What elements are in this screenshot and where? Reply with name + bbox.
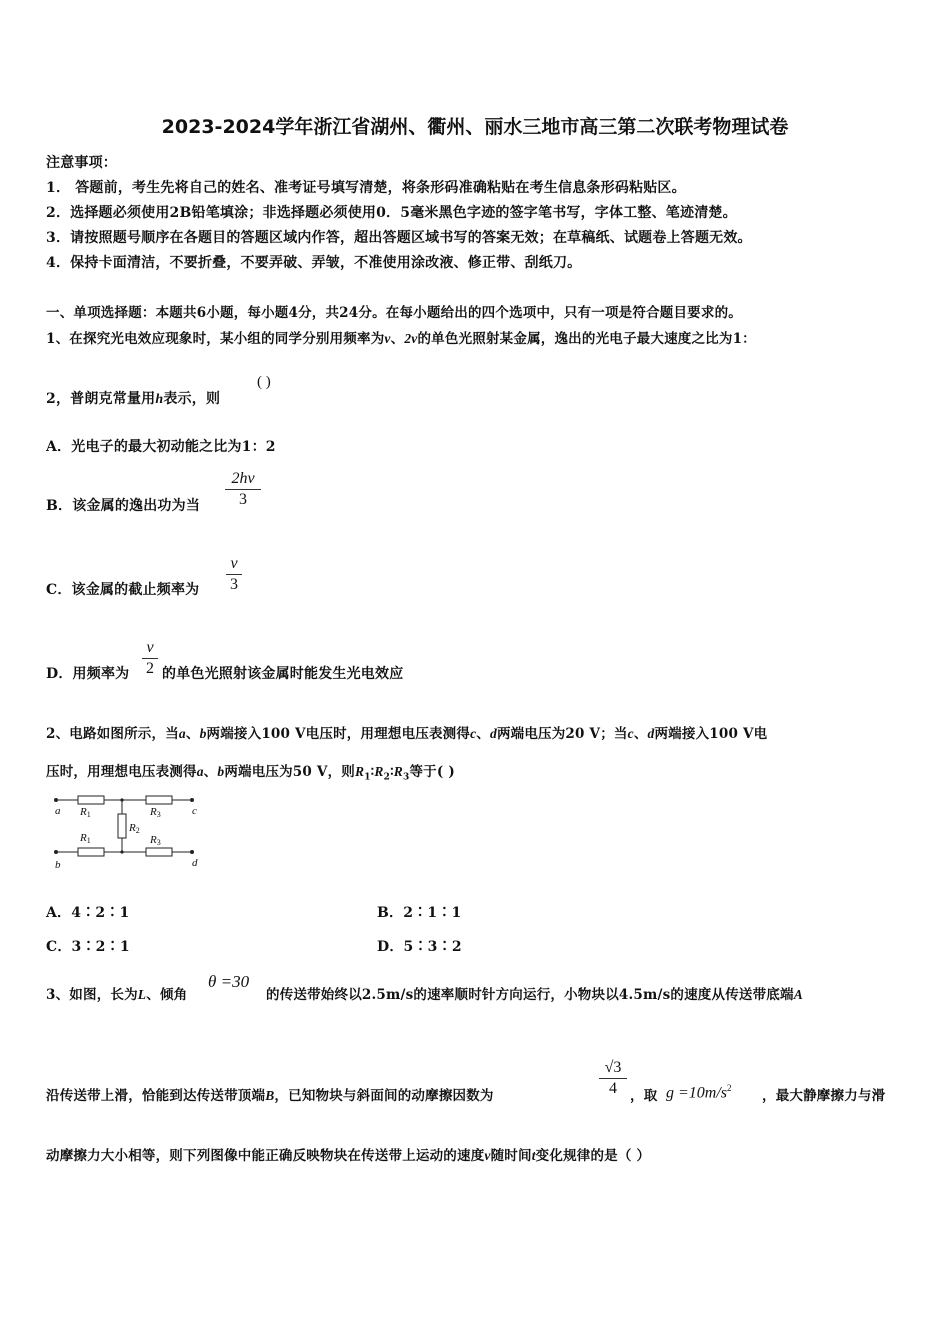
notice-item-1: 1． 答题前，考生先将自己的姓名、准考证号填写清楚，将条形码准确粘贴在考生信息条形码粘贴区。: [46, 180, 686, 196]
q1-option-c-fraction: ν 3: [226, 554, 242, 595]
terminal-c-label: c: [192, 805, 197, 817]
notice-item-3: 3．请按照题号顺序在各题目的答题区域内作答，超出答题区域书写的答案无效；在草稿纸、试题卷上答题无效。: [46, 230, 752, 246]
q3-line3: 动摩擦力大小相等，则下列图像中能正确反映物块在传送带上运动的速度v随时间t变化规律的是（ ）: [46, 1148, 651, 1164]
q1-option-a: A．光电子的最大初动能之比为1：2: [46, 439, 276, 455]
q1-line1: 1、在探究光电效应现象时，某小组的同学分别用频率为ν、2ν的单色光照射某金属，逸出的光电子最大速度之比为1：: [46, 331, 756, 347]
q1-option-b-fraction: 2hν 3: [225, 469, 261, 510]
terminal-d-label: d: [192, 857, 198, 869]
q1-option-b: B．该金属的逸出功为当: [46, 498, 201, 514]
q3-friction-fraction: √3 4: [599, 1058, 627, 1099]
q3-angle: θ =30: [208, 972, 250, 991]
q1-option-c: C．该金属的截止频率为: [46, 582, 200, 598]
resistor-r3-bottom-label: R3: [150, 834, 161, 847]
q3-line1-end: 的传送带始终以2.5m/s的速率顺时针方向运行，小物块以4.5m/s的速度从传送带底端A: [266, 987, 803, 1003]
q2-option-c: C．3∶2∶1: [46, 939, 130, 955]
q3-line1-start: 3、如图，长为L、倾角: [46, 987, 188, 1003]
notice-item-4: 4．保持卡面清洁，不要折叠，不要弄破、弄皱，不准使用涂改液、修正带、刮纸刀。: [46, 255, 582, 271]
resistor-r1-bottom-label: R1: [80, 832, 91, 845]
q2-line1: 2、电路如图所示，当a、b两端接入100 V电压时，用理想电压表测得c、d两端电压为20 V；当c、d两端接入100 V电: [46, 726, 768, 742]
q2-option-a: A．4∶2∶1: [46, 905, 130, 921]
circuit-diagram: [46, 790, 216, 872]
notice-item-2: 2．选择题必须使用2B铅笔填涂；非选择题必须使用0．5毫米黑色字迹的签字笔书写，字体工整、笔迹清楚。: [46, 205, 737, 221]
q1-option-d-suffix: 的单色光照射该金属时能发生光电效应: [162, 666, 404, 682]
resistor-r3-top-label: R3: [150, 806, 161, 819]
resistor-r2-label: R2: [129, 822, 140, 835]
resistor-r1-top-label: R1: [80, 806, 91, 819]
q3-take: ，取: [630, 1088, 658, 1104]
terminal-b-label: b: [55, 859, 61, 871]
q3-line2-end: ，最大静摩擦力与滑: [762, 1088, 886, 1104]
page-title: 2023-2024学年浙江省湖州、衢州、丽水三地市高三第二次联考物理试卷: [161, 116, 789, 138]
q3-line2-start: 沿传送带上滑，恰能到达传送带顶端B，已知物块与斜面间的动摩擦因数为: [46, 1088, 494, 1104]
terminal-a-label: a: [55, 805, 61, 817]
section-heading: 一、单项选择题：本题共6小题，每小题4分，共24分。在每小题给出的四个选项中，只有一项是符合题目要求的。: [46, 305, 742, 321]
q1-line2: 2，普朗克常量用h表示，则: [46, 391, 221, 407]
q1-option-d-prefix: D．用频率为: [46, 666, 130, 682]
q2-line2: 压时，用理想电压表测得a、b两端电压为50 V，则$R_1∶R_2∶R_3$等于( ): [46, 764, 455, 783]
q1-option-d-fraction: ν 2: [142, 638, 158, 679]
q2-option-b: B．2∶1∶1: [377, 905, 462, 921]
q1-answer-paren: ( ): [257, 374, 271, 390]
notice-heading: 注意事项：: [46, 155, 117, 171]
q3-gravity: $g =10m/s^2$: [666, 1083, 732, 1102]
q2-option-d: D．5∶3∶2: [377, 939, 462, 955]
